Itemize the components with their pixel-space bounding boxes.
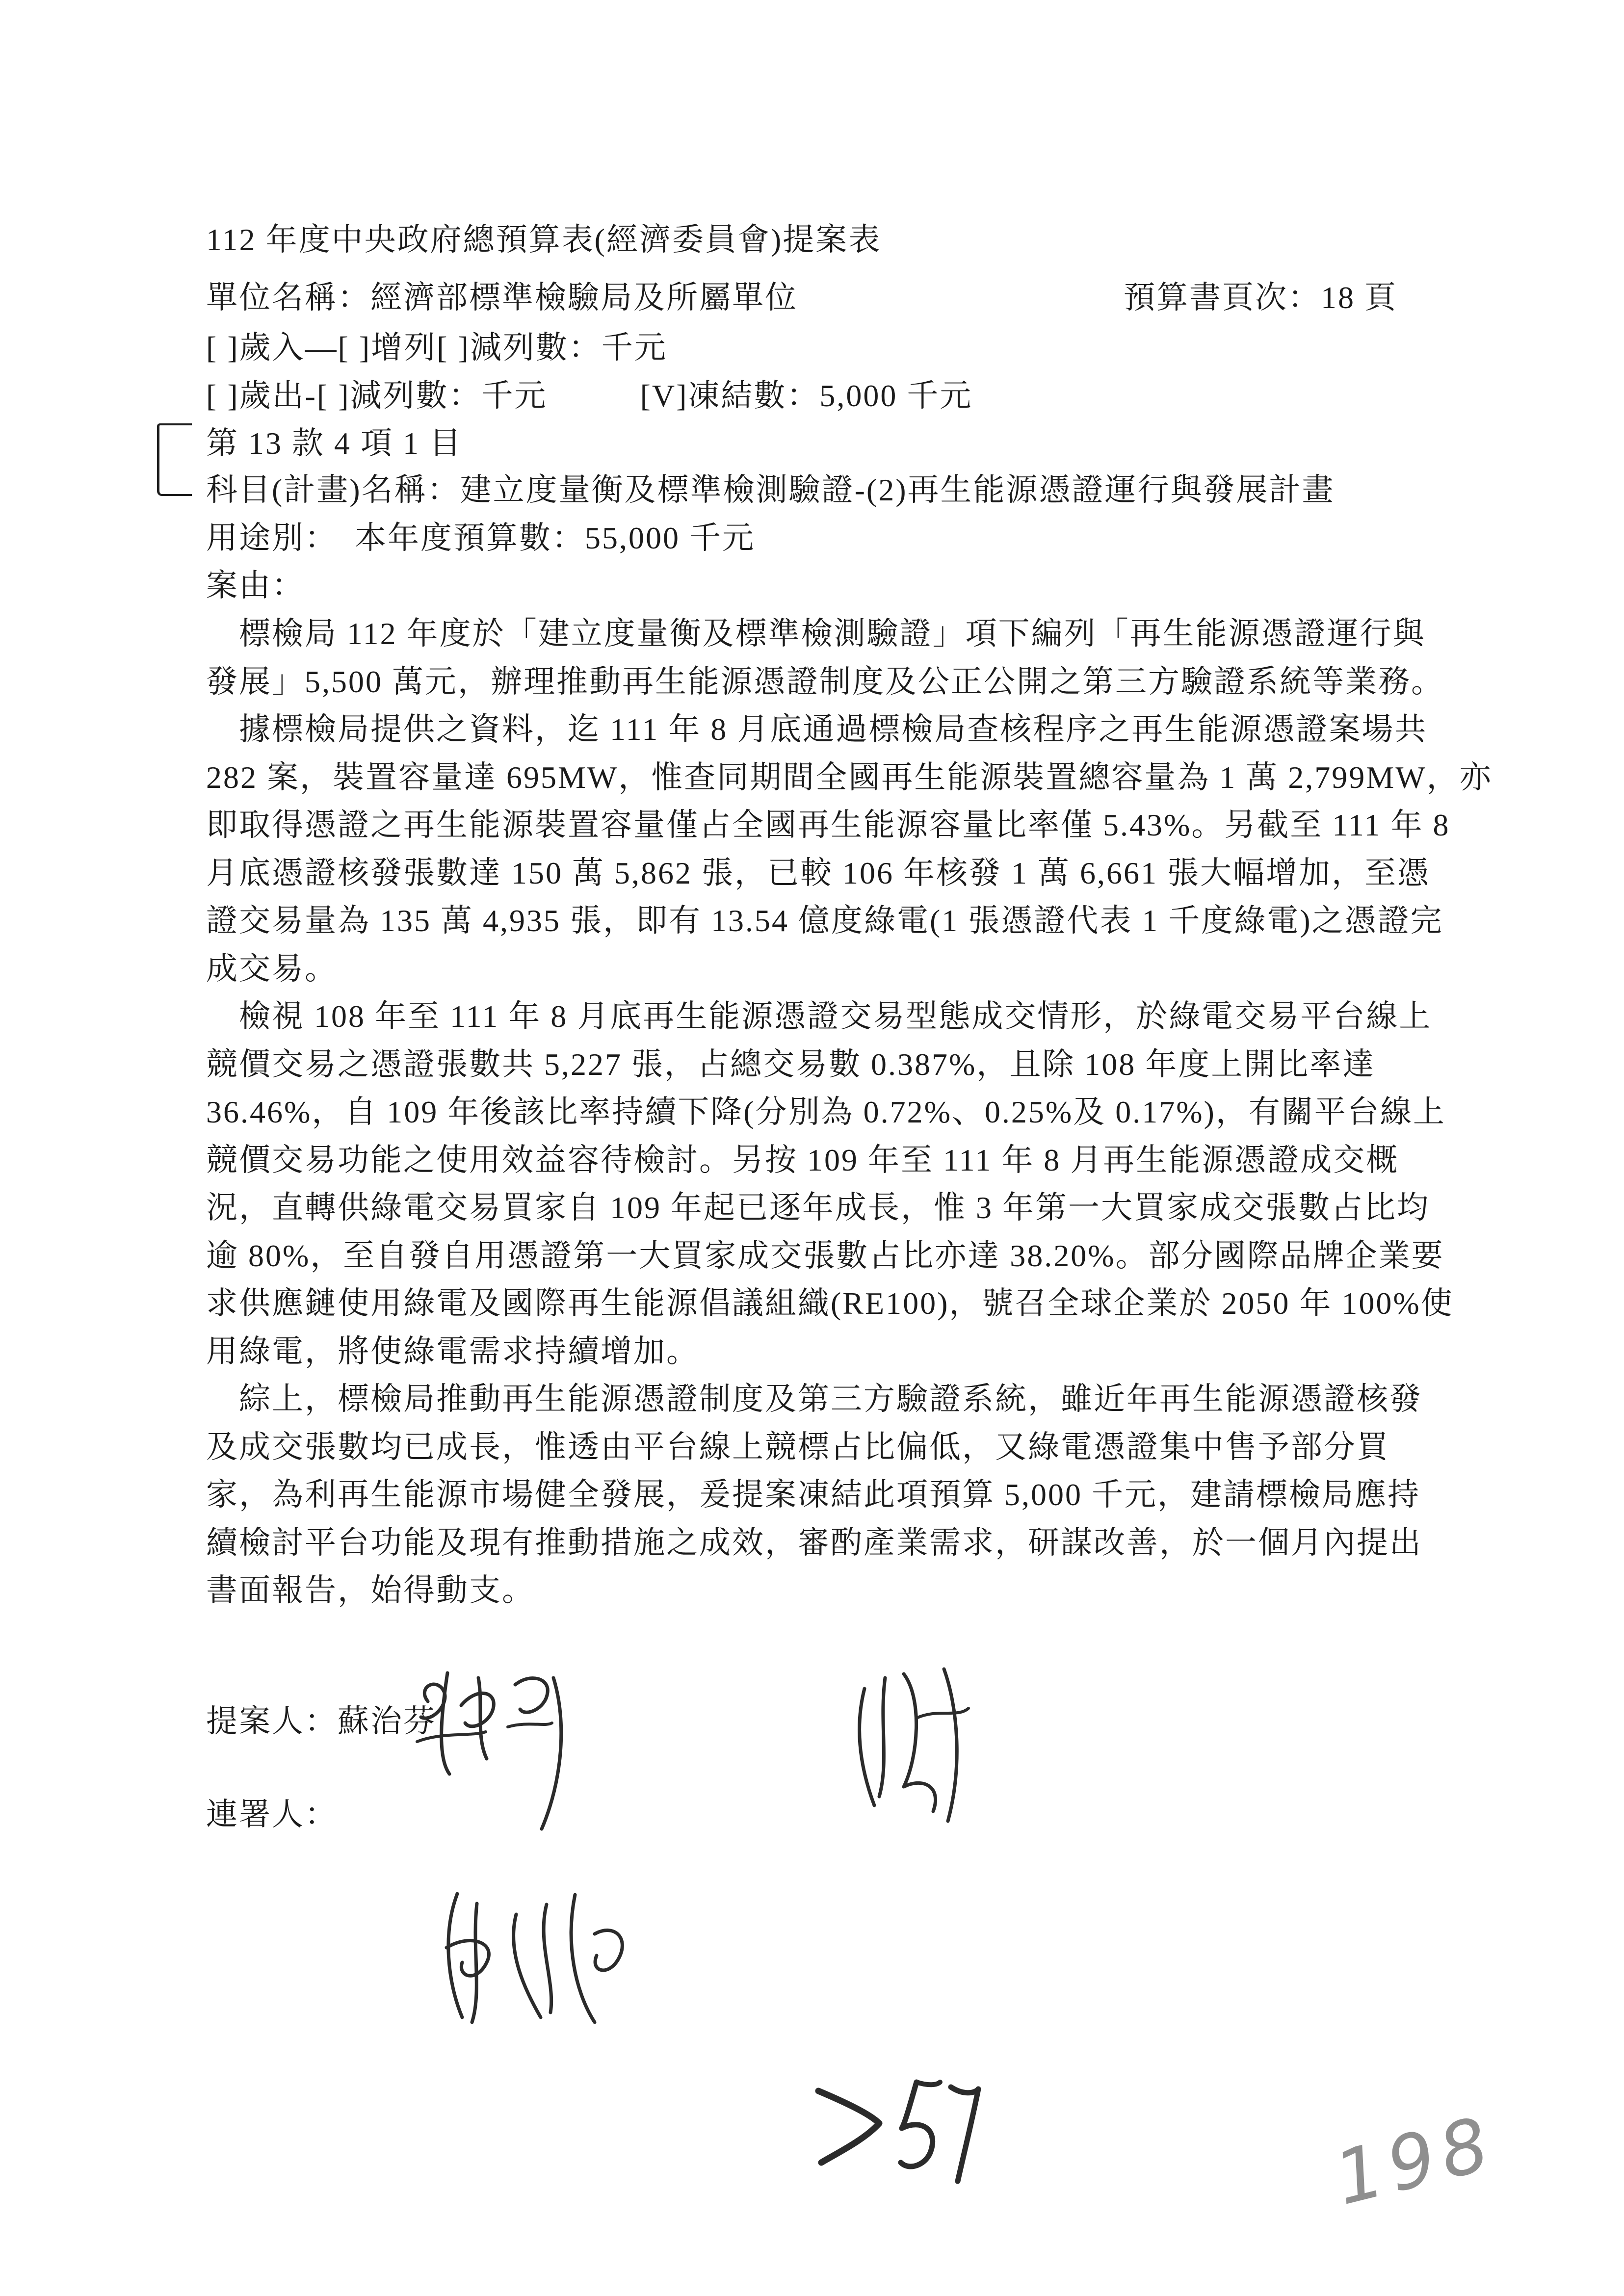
budget-item-line: 第 13 款 4 項 1 目 bbox=[206, 426, 462, 461]
body-line: 及成交張數均已成長，惟透由平台線上競標占比偏低，又綠電憑證集中售予部分買 bbox=[206, 1429, 1389, 1464]
subject-line: 科目(計畫)名稱：建立度量衡及標準檢測驗證-(2)再生能源憑證運行與發展計畫 bbox=[206, 472, 1335, 507]
case-label: 案由： bbox=[206, 568, 305, 603]
signature-stroke-group bbox=[427, 1874, 643, 2031]
body-line: 36.46%，自 109 年後該比率持續下降(分別為 0.72%、0.25%及 0.17%)，有關平台線上 bbox=[206, 1095, 1446, 1129]
cosigner-signature-right bbox=[844, 1658, 986, 1830]
unit-row bbox=[206, 274, 1467, 321]
usage-line: 用途別： 本年度預算數：55,000 千元 bbox=[206, 521, 755, 555]
handwritten-center-page-number bbox=[805, 2065, 996, 2188]
body-line: 續檢討平台功能及現有推動措施之成效，審酌產業需求，研謀改善，於一個月內提出 bbox=[206, 1525, 1422, 1560]
body-line: 綜上，標檢局推動再生能源憑證制度及第三方驗證系統，雖近年再生能源憑證核發 bbox=[206, 1382, 1422, 1416]
unit-name: 單位名稱：經濟部標準檢驗局及所屬單位 bbox=[206, 280, 798, 315]
body-line: 月底憑證核發張數達 150 萬 5,862 張，已較 106 年核發 1 萬 6,661 張大幅增加，至憑 bbox=[206, 855, 1430, 890]
body-line: 成交易。 bbox=[206, 951, 338, 986]
handwritten-corner-page-number: 198 bbox=[1326, 2100, 1504, 2222]
freeze-amount-part: [V]凍結數：5,000 千元 bbox=[640, 378, 973, 413]
signature-stroke-group bbox=[844, 1658, 986, 1830]
case-body bbox=[206, 610, 1493, 1615]
body-line: 家，為利再生能源市場健全發展，爰提案凍結此項預算 5,000 千元，建請標檢局應持 bbox=[206, 1477, 1420, 1512]
body-line: 標檢局 112 年度於「建立度量衡及標準檢測驗證」項下編列「再生能源憑證運行與 bbox=[206, 616, 1426, 651]
handwritten-number-strokes bbox=[805, 2065, 996, 2188]
body-line: 據標檢局提供之資料，迄 111 年 8 月底通過標檢局查核程序之再生能源憑證案場共 bbox=[206, 712, 1428, 747]
body-line: 競價交易之憑證張數共 5,227 張，占總交易數 0.387%，且除 108 年度上開比率達 bbox=[206, 1046, 1376, 1082]
body-line: 發展」5,500 萬元，辦理推動再生能源憑證制度及公正公開之第三方驗證系統等業務。 bbox=[206, 664, 1444, 699]
revenue-checkbox-line: [ ]歲入—[ ]增列[ ]減列數：千元 bbox=[206, 330, 667, 365]
expenditure-part: [ ]歲出-[ ]減列數：千元 bbox=[206, 378, 548, 413]
cosigner-signature-below bbox=[427, 1874, 643, 2031]
cosigner-label: 連署人： bbox=[206, 1797, 338, 1832]
body-line: 282 案，裝置容量達 695MW，惟查同期間全國再生能源裝置總容量為 1 萬 2,799MW，亦 bbox=[206, 759, 1493, 795]
body-line: 況，直轉供綠電交易買家自 109 年起已逐年成長，惟 3 年第一大買家成交張數占比均 bbox=[206, 1190, 1430, 1225]
body-line: 書面報告，始得動支。 bbox=[206, 1573, 535, 1608]
left-margin-bracket-icon bbox=[157, 423, 192, 496]
body-line: 即取得憑證之再生能源裝置容量僅占全國再生能源容量比率僅 5.43%。另截至 111 年 8 bbox=[206, 808, 1450, 842]
body-line: 檢視 108 年至 111 年 8 月底再生能源憑證交易型態成交情形，於綠電交易平台線上 bbox=[206, 999, 1432, 1034]
budget-page-ref: 預算書頁次：18 頁 bbox=[1124, 280, 1397, 315]
signature-stroke-group bbox=[402, 1658, 589, 1835]
body-line: 用綠電，將使綠電需求持續增加。 bbox=[206, 1333, 699, 1369]
body-line: 競價交易功能之使用效益容待檢討。另按 109 年至 111 年 8 月再生能源憑證成交概 bbox=[206, 1142, 1399, 1177]
proposer-signature bbox=[402, 1658, 589, 1835]
body-line: 逾 80%，至自發自用憑證第一大買家成交張數占比亦達 38.20%。部分國際品牌企業要 bbox=[206, 1238, 1444, 1273]
body-line: 證交易量為 135 萬 4,935 張，即有 13.54 億度綠電(1 張憑證代表 1 千度綠電)之憑證完 bbox=[206, 903, 1443, 938]
body-line: 求供應鏈使用綠電及國際再生能源倡議組織(RE100)，號召全球企業於 2050 年 100%使 bbox=[206, 1286, 1454, 1321]
document-title: 112 年度中央政府總預算表(經濟委員會)提案表 bbox=[206, 222, 882, 257]
proposer-label: 提案人：蘇治芬 bbox=[206, 1704, 436, 1739]
expenditure-checkbox-line bbox=[206, 372, 1482, 419]
